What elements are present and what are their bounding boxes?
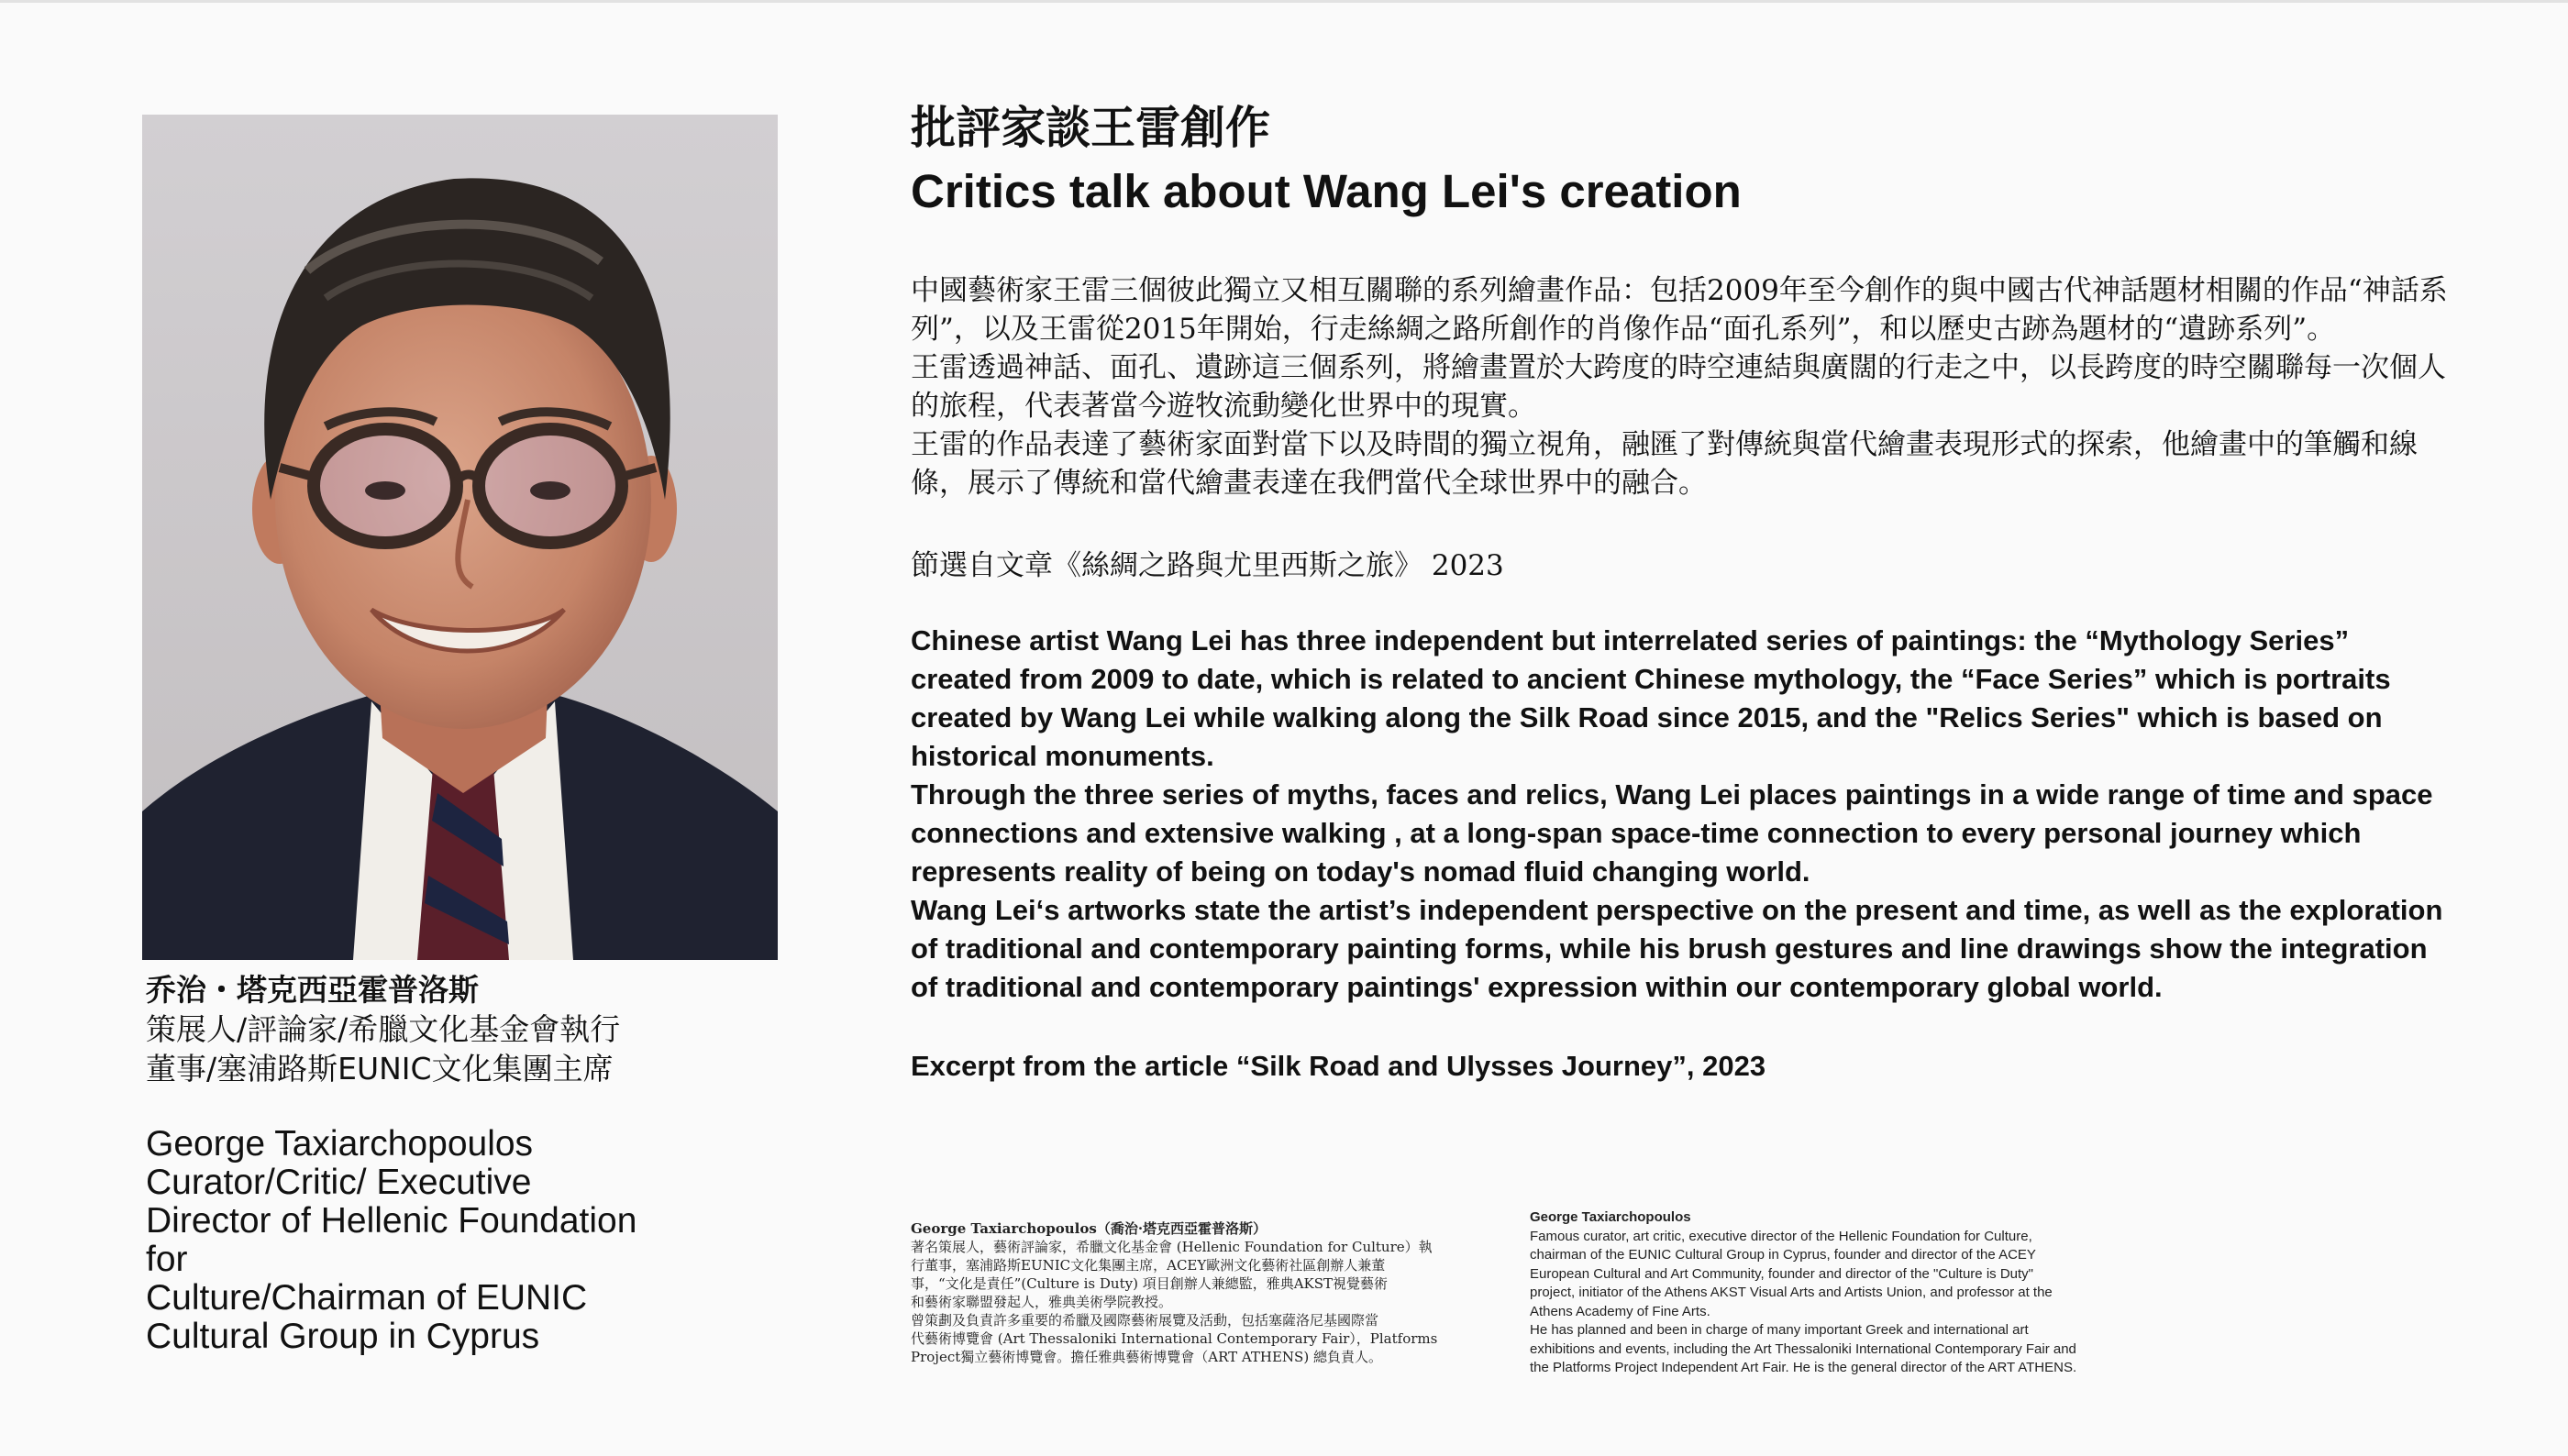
portrait-photo [142, 115, 778, 960]
en-source: Excerpt from the article “Silk Road and Ulysses Journey”, 2023 [911, 1050, 1766, 1082]
top-divider [0, 0, 2568, 3]
bio-en-line: the Platforms Project Independent Art Fair. He is the general director of the ART ATHENS. [1530, 1360, 2077, 1375]
caption-en-line: Culture/Chairman of EUNIC [146, 1278, 588, 1318]
title-en: Critics talk about Wang Lei's creation [911, 165, 1742, 217]
bio-zh-heading: George Taxiarchopoulos（喬治·塔克西亞霍普洛斯） [911, 1220, 1267, 1237]
en-paragraph: Through the three series of myths, faces and relics, Wang Lei places paintings in a wide range of time and space connections and extensive walking , at a long-span space-time connection to every personal journey which represents reality of being on today's nomad fluid changing world. [911, 778, 2433, 888]
bio-zh [911, 1219, 1461, 1366]
bio-en [1530, 1208, 2135, 1378]
title-zh: 批評家談王雷創作 [911, 102, 1271, 154]
caption-en-line: Curator/Critic/ Executive [146, 1163, 532, 1202]
caption-en-line: Director of Hellenic Foundation [146, 1201, 637, 1241]
article-column [911, 99, 2452, 1086]
en-paragraph: Chinese artist Wang Lei has three independent but interrelated series of paintings: the “Mythology Series” created from 2009 to date, which is related to ancient Chinese mythology, the “Face Series” which is portraits created by Wang Lei while walking along the Silk Road since 2015, and the "Relics Series" which is based on historical monuments. [911, 624, 2391, 772]
zh-paragraph: 王雷透過神話、面孔、遺跡這三個系列，將繪畫置於大跨度的時空連結與廣闊的行走之中，以長跨度的時空關聯每一次個人的旅程，代表著當今遊牧流動變化世界中的現實。 [911, 351, 2446, 423]
portrait-caption [146, 970, 769, 1356]
bio-zh-line: 和藝術家聯盟發起人，雅典美術學院教授。 [911, 1294, 1173, 1310]
caption-zh-role-line-2: 董事/塞浦路斯EUNIC文化集團主席 [146, 1051, 614, 1086]
caption-en-line: Cultural Group in Cyprus [146, 1317, 540, 1356]
bio-zh-line: 著名策展人，藝術評論家，希臘文化基金會 (Hellenic Foundation for Culture）執 [911, 1239, 1433, 1255]
zh-body [911, 271, 2452, 502]
bio-zh-line: 事，“文化是責任”(Culture is Duty) 項目創辦人兼總監，雅典AKST視覺藝術 [911, 1275, 1389, 1292]
en-body [911, 622, 2452, 1007]
bio-zh-line: 代藝術博覽會 (Art Thessaloniki International Contemporary Fair），Platforms [911, 1330, 1438, 1347]
bio-en-line: Famous curator, art critic, executive director of the Hellenic Foundation for Culture, [1530, 1228, 2032, 1244]
bio-en-line: chairman of the EUNIC Cultural Group in Cyprus, founder and director of the ACEY [1530, 1247, 2036, 1263]
zh-source: 節選自文章《絲綢之路與尤里西斯之旅》 2023 [911, 549, 1504, 582]
caption-en [146, 1125, 769, 1356]
bio-zh-line: 曾策劃及負責許多重要的希臘及國際藝術展覽及活動，包括塞薩洛尼基國際當 [911, 1312, 1379, 1329]
caption-zh-role-line-1: 策展人/評論家/希臘文化基金會執行 [146, 1011, 621, 1047]
caption-zh-name: 乔治・塔克西亞霍普洛斯 [146, 972, 479, 1008]
bio-en-line: He has planned and been in charge of many important Greek and international art [1530, 1322, 2029, 1338]
zh-paragraph: 王雷的作品表達了藝術家面對當下以及時間的獨立視角，融匯了對傳統與當代繪畫表現形式的探索，他繪畫中的筆觸和線條，展示了傳統和當代繪畫表達在我們當代全球世界中的融合。 [911, 428, 2418, 500]
bio-en-line: European Cultural and Art Community, founder and director of the "Culture is Duty" [1530, 1265, 2033, 1282]
zh-paragraph: 中國藝術家王雷三個彼此獨立又相互關聯的系列繪畫作品：包括2009年至今創作的與中國古代神話題材相關的作品“神話系列”，以及王雷從2015年開始，行走絲綢之路所創作的肖像作品“面孔系列”，和以歷史古跡為題材的“遺跡系列”。 [911, 274, 2448, 346]
bio-en-line: exhibitions and events, including the Art Thessaloniki International Contemporary Fair and [1530, 1340, 2076, 1357]
bio-zh-line: Project獨立藝術博覽會。擔任雅典藝術博覽會（ART ATHENS) 總負責人。 [911, 1349, 1382, 1365]
en-paragraph: Wang Lei‘s artworks state the artist’s independent perspective on the present and time, as well as the exploration of traditional and contemporary painting forms, while his brush gestures and line drawings show the integration of traditional and contemporary paintings' expression within our contemporary global world. [911, 894, 2443, 1003]
bio-en-line: project, initiator of the Athens AKST Visual Arts and Artists Union, and professor at the [1530, 1285, 2053, 1300]
bio-en-heading: George Taxiarchopoulos [1530, 1209, 1691, 1225]
bio-en-line: Athens Academy of Fine Arts. [1530, 1303, 1710, 1319]
caption-en-line: for [146, 1240, 188, 1279]
bio-zh-line: 行董事，塞浦路斯EUNIC文化集團主席，ACEY歐洲文化藝術社區創辦人兼董 [911, 1257, 1386, 1274]
portrait-illustration [142, 115, 778, 960]
caption-en-line: George Taxiarchopoulos [146, 1124, 534, 1164]
